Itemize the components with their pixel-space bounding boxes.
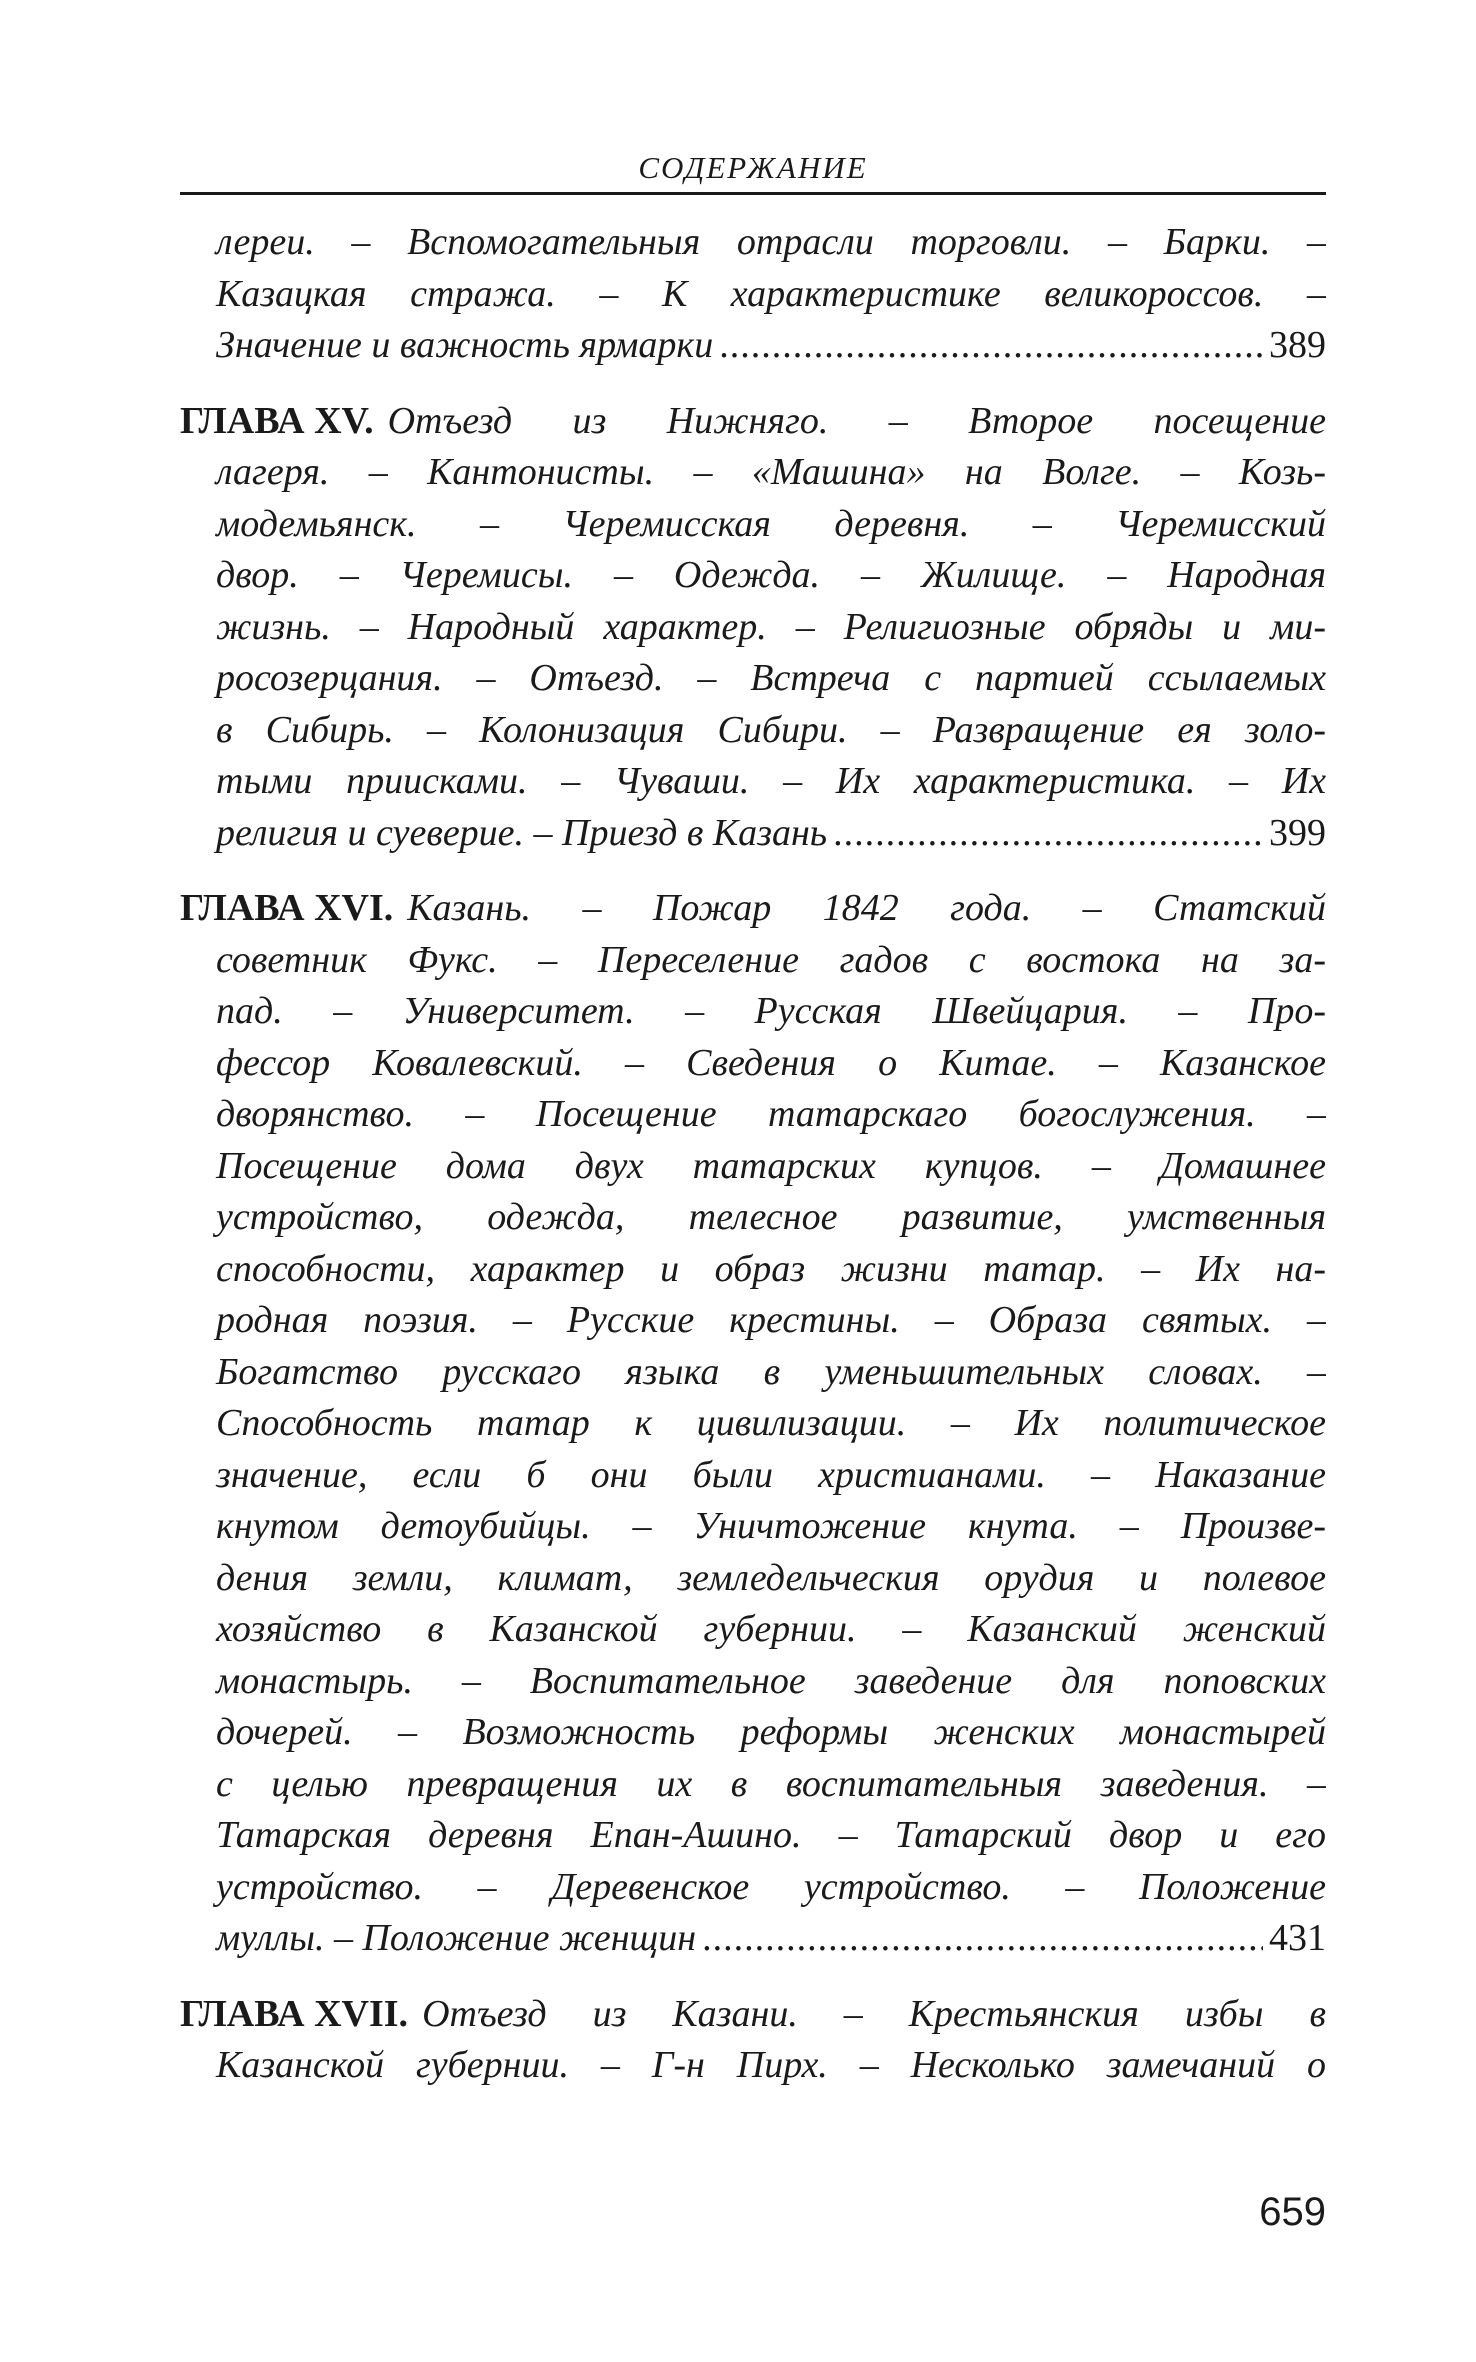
toc-line bbox=[180, 499, 1326, 551]
toc-line bbox=[180, 1398, 1326, 1450]
table-of-contents bbox=[180, 217, 1326, 2092]
toc-line bbox=[180, 1553, 1326, 1605]
toc-line bbox=[180, 1989, 1326, 2041]
page-number: 659 bbox=[1259, 2190, 1326, 2234]
toc-text: Посещение дома двух татарских купцов. – Домашнее bbox=[216, 1144, 1326, 1187]
toc-text: монастырь. – Воспитательное заведение для поповских bbox=[216, 1659, 1326, 1702]
toc-text: дворянство. – Посещение татарскаго богослужения. – bbox=[216, 1093, 1326, 1135]
toc-text: в Сибирь. – Колонизация Сибири. – Развращение ея золо- bbox=[216, 708, 1326, 751]
toc-text: Богатство русскаго языка в уменьшительных словах. – bbox=[216, 1350, 1326, 1393]
toc-entry bbox=[180, 883, 1326, 1965]
toc-text: Отъезд из Нижняго. – Второе посещение bbox=[387, 399, 1326, 442]
toc-entry bbox=[180, 396, 1326, 860]
toc-page-number: 431 bbox=[1269, 1917, 1326, 1959]
chapter-heading: ГЛАВА XV. bbox=[180, 399, 374, 442]
dot-leader bbox=[702, 1913, 1263, 1965]
toc-text: пад. – Университет. – Русская Швейцария. – Про- bbox=[216, 990, 1326, 1032]
toc-line bbox=[180, 1141, 1326, 1193]
toc-line bbox=[180, 1862, 1326, 1914]
toc-text: кнутом детоубийцы. – Уничтожение кнута. – Произве- bbox=[216, 1505, 1326, 1547]
toc-text: способности, характер и образ жизни татар. – Их на- bbox=[216, 1247, 1326, 1290]
toc-line bbox=[180, 1450, 1326, 1502]
toc-line bbox=[180, 1089, 1326, 1141]
toc-text: устройство, одежда, телесное развитие, умственныя bbox=[216, 1196, 1326, 1238]
toc-line bbox=[180, 653, 1326, 705]
toc-text: с целью превращения их в воспитательныя заведения. – bbox=[216, 1762, 1326, 1805]
toc-text: Татарская деревня Епан-Ашино. – Татарский двор и его bbox=[216, 1814, 1326, 1856]
toc-line bbox=[180, 935, 1326, 987]
toc-line bbox=[180, 602, 1326, 654]
toc-text: Казань. – Пожар 1842 года. – Статский bbox=[407, 887, 1326, 929]
dot-leader bbox=[719, 320, 1263, 372]
chapter-heading: ГЛАВА XVI. bbox=[180, 887, 394, 929]
toc-line bbox=[180, 447, 1326, 499]
toc-text: лереи. – Вспомогательныя отрасли торговли. – Барки. – bbox=[216, 221, 1326, 263]
toc-text: фессор Ковалевский. – Сведения о Китае. – Казанское bbox=[216, 1041, 1326, 1084]
toc-entry bbox=[180, 217, 1326, 372]
toc-text: значение, если б они были христианами. – Наказание bbox=[216, 1453, 1326, 1496]
toc-text: дочерей. – Возможность реформы женских монастырей bbox=[216, 1711, 1326, 1753]
toc-line bbox=[180, 1707, 1326, 1759]
toc-text: тыми приисками. – Чуваши. – Их характеристика. – Их bbox=[216, 760, 1326, 802]
toc-text: модемьянск. – Черемисская деревня. – Черемисский bbox=[216, 502, 1326, 545]
toc-line bbox=[180, 1295, 1326, 1347]
toc-line bbox=[180, 1192, 1326, 1244]
toc-line bbox=[180, 2040, 1326, 2092]
toc-text: жизнь. – Народный характер. – Религиозные обряды и ми- bbox=[216, 605, 1326, 648]
toc-line bbox=[180, 550, 1326, 602]
toc-line bbox=[180, 1810, 1326, 1862]
toc-line bbox=[180, 1604, 1326, 1656]
toc-text: муллы. – Положение женщин bbox=[216, 1917, 697, 1959]
toc-line bbox=[180, 1759, 1326, 1811]
toc-line bbox=[180, 1656, 1326, 1708]
toc-text: советник Фукс. – Переселение гадов с востока на за- bbox=[216, 938, 1326, 981]
running-head: СОДЕРЖАНИЕ bbox=[180, 150, 1326, 195]
toc-text: росозерцания. – Отъезд. – Встреча с партией ссылаемых bbox=[216, 657, 1326, 699]
toc-text: Отъезд из Казани. – Крестьянския избы в bbox=[422, 1992, 1326, 2035]
book-page bbox=[180, 150, 1326, 2116]
toc-text: Казанской губернии. – Г-н Пирх. – Несколько замечаний о bbox=[216, 2044, 1326, 2086]
toc-text: дения земли, климат, земледельческия орудия и полевое bbox=[216, 1556, 1326, 1599]
chapter-heading: ГЛАВА XVII. bbox=[180, 1992, 409, 2035]
toc-text: лагеря. – Кантонисты. – «Машина» на Волге. – Козь- bbox=[216, 451, 1326, 493]
toc-line bbox=[180, 1913, 1326, 1965]
toc-line bbox=[180, 986, 1326, 1038]
toc-line bbox=[180, 808, 1326, 860]
toc-text: устройство. – Деревенское устройство. – Положение bbox=[216, 1865, 1326, 1908]
toc-line bbox=[180, 1244, 1326, 1296]
toc-line bbox=[180, 217, 1326, 269]
toc-line bbox=[180, 396, 1326, 448]
toc-page-number: 389 bbox=[1269, 324, 1326, 366]
toc-text: Значение и важность ярмарки bbox=[216, 324, 714, 366]
toc-line bbox=[180, 883, 1326, 935]
toc-text: Казацкая стража. – К характеристике великороссов. – bbox=[216, 272, 1326, 315]
toc-text: родная поэзия. – Русские крестины. – Образа святых. – bbox=[216, 1299, 1326, 1341]
toc-line bbox=[180, 320, 1326, 372]
toc-text: двор. – Черемисы. – Одежда. – Жилище. – Народная bbox=[216, 554, 1326, 596]
toc-line bbox=[180, 269, 1326, 321]
dot-leader bbox=[833, 808, 1263, 860]
toc-line bbox=[180, 705, 1326, 757]
toc-line bbox=[180, 1347, 1326, 1399]
toc-line bbox=[180, 1038, 1326, 1090]
toc-line bbox=[180, 756, 1326, 808]
toc-text: религия и суеверие. – Приезд в Казань bbox=[216, 811, 828, 854]
toc-line bbox=[180, 1501, 1326, 1553]
toc-text: хозяйство в Казанской губернии. – Казанский женский bbox=[216, 1608, 1326, 1650]
toc-text: Способность татар к цивилизации. – Их политическое bbox=[216, 1402, 1326, 1444]
toc-page-number: 399 bbox=[1269, 811, 1326, 854]
toc-entry bbox=[180, 1989, 1326, 2092]
